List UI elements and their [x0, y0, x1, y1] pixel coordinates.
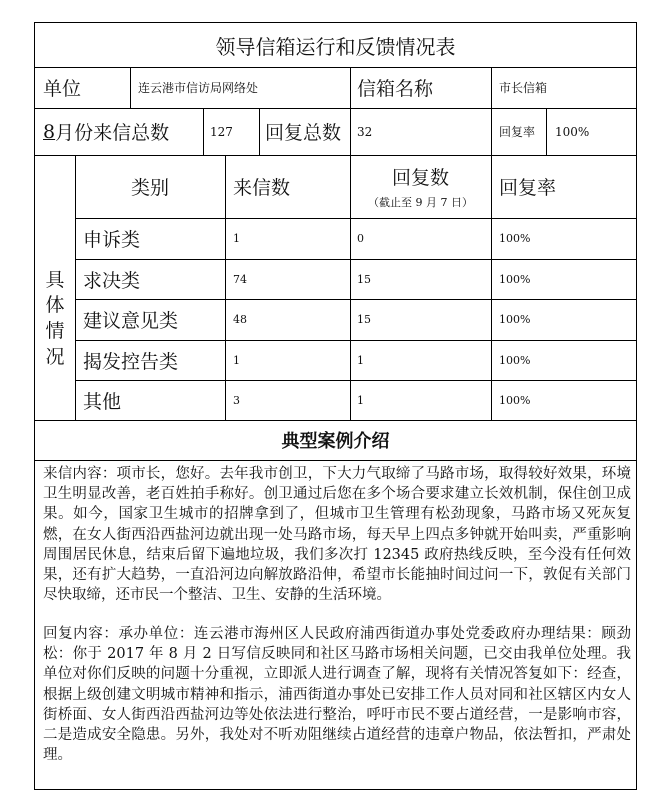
row-received: 1 [233, 353, 240, 367]
unit-label: 单位 [43, 78, 82, 100]
col-divider [203, 108, 204, 155]
row-category: 建议意见类 [83, 310, 179, 332]
row-rate: 100% [499, 272, 531, 286]
col-divider [350, 108, 351, 155]
row-category: 求决类 [83, 269, 141, 292]
row-received: 3 [233, 393, 240, 407]
row-replies: 0 [357, 232, 364, 245]
col-received-header: 来信数 [233, 177, 291, 199]
case-reply-text: 回复内容：承办单位：连云港市海州区人民政府浦西街道办事处党委政府办理结果：顾劲松：你于 2017 年 8 月 2 日写信反映同和社区马路市场相关问题，已交由我单位处理。我单位对你们反映的问题十分重视，立即派人进行调查了解，现将有关情况答复如下：经查，根据上级创建文明城市精神和指示，浦西街道办事处已安排工作人员对同和社区辖区内女人街桥面、女人街西沿西盐河边等处依法进行整治，呼吁市民不要占道经营，一是影响市容，二是造成安全隐患。另外，我处对不听劝阻继续占道经营的违章户物品，依法暂扣，严肃处理。 [43, 626, 631, 764]
row-category: 其他 [83, 390, 122, 413]
col-category-header: 类别 [130, 177, 169, 199]
row-received: 48 [233, 313, 247, 326]
unit-value: 连云港市信访局网络处 [138, 81, 259, 95]
month-value: 8 [43, 120, 56, 143]
row-received: 1 [233, 232, 240, 245]
col-replies-header [350, 155, 491, 218]
col-replies-note: （截止至 9 月 7 日） [368, 196, 473, 209]
reply-total-value: 32 [357, 124, 373, 139]
col-divider [546, 108, 547, 155]
row-replies: 15 [357, 272, 371, 286]
col-divider [491, 67, 492, 108]
row-replies: 1 [357, 353, 364, 367]
total-letters-label [43, 108, 203, 155]
col-divider [491, 155, 492, 420]
case-heading: 典型案例介绍 [281, 431, 390, 452]
row-received: 74 [233, 272, 247, 286]
row-category: 揭发控告类 [83, 350, 179, 373]
page-title: 领导信箱运行和反馈情况表 [215, 34, 456, 59]
col-divider [259, 108, 260, 155]
reply-rate-label: 回复率 [499, 125, 536, 139]
row-rate: 100% [499, 232, 531, 245]
total-letters-value: 127 [210, 124, 233, 139]
col-replies-title: 回复数 [391, 167, 449, 189]
row-replies: 1 [357, 393, 364, 407]
row-rate: 100% [499, 393, 531, 407]
case-letter-text: 来信内容：项市长，您好。去年我市创卫，下大力气取缔了马路市场，取得较好效果，环境卫生明显改善，老百姓拍手称好。创卫通过后您在多个场合要求建立长效机制，保住创卫成果。如今，国家卫生城市的招牌拿到了，但城市卫生管理有松劲现象，马路市场又死灰复燃，在女人街西沿西盐河边就出现一处马路市场，每天早上四点多钟就开始叫卖，严重影响周围居民休息，结束后留下遍地垃圾，我们多次打 12345 政府热线反映，至今没有任何效果，还有扩大趋势，一直沿河边向解放路沿伸，希望市长能抽时间过问一下，敦促有关部门尽快取缔，还市民一个整洁、卫生、安静的生活环境。 [43, 466, 631, 604]
mailbox-label: 信箱名称 [357, 78, 434, 100]
col-rate-header: 回复率 [499, 177, 557, 199]
row-category: 申诉类 [83, 229, 141, 251]
col-divider [350, 67, 351, 108]
reply-total-label: 回复总数 [265, 122, 342, 144]
mailbox-value: 市长信箱 [499, 81, 548, 95]
row-replies: 15 [357, 313, 371, 326]
total-label-suffix: 月份来信总数 [55, 122, 170, 144]
details-group-label: 具 体 情 况 [45, 268, 65, 368]
col-divider [491, 108, 492, 155]
row-divider [35, 460, 636, 461]
row-rate: 100% [499, 353, 531, 367]
col-divider [130, 67, 131, 108]
row-rate: 100% [499, 313, 531, 326]
reply-rate-value: 100% [555, 124, 590, 139]
feedback-form [34, 22, 637, 790]
col-divider [225, 155, 226, 420]
